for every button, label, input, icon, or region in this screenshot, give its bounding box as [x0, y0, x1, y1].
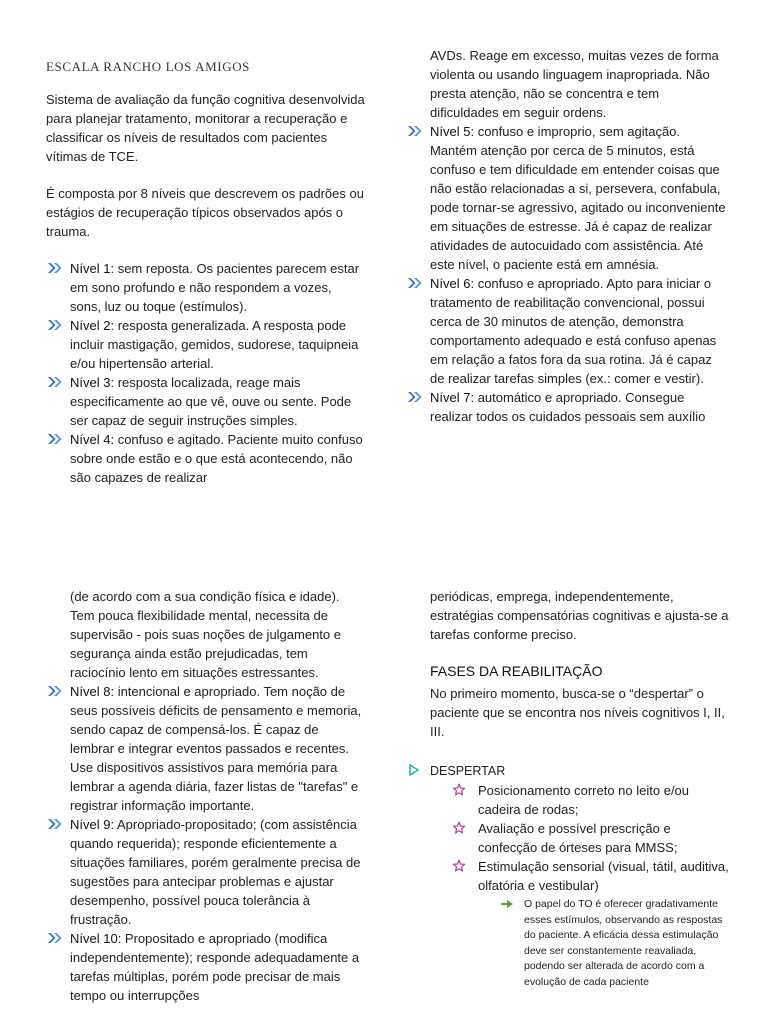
- chevron-bullet-icon: [406, 391, 424, 403]
- phase-activity-item: [450, 857, 730, 895]
- level-item: [46, 682, 366, 815]
- chevron-bullet-icon: [406, 125, 424, 137]
- page1-left-column: [46, 57, 366, 487]
- level-item: [46, 815, 366, 929]
- phase-despertar: [406, 761, 730, 781]
- level-label: Nível 2:: [70, 318, 115, 333]
- therapist-note: [500, 897, 730, 991]
- level-label: Nível 6:: [430, 276, 475, 291]
- level-description: Propositado e apropriado (modifica independentemente); responde adequadamente a tarefas múltiplas, porém pode precisar de mais tempo ou interrupções: [70, 931, 360, 1003]
- level-list: [406, 122, 726, 426]
- star-bullet-icon: [452, 783, 466, 797]
- level-item: [46, 373, 366, 430]
- level-label: Nível 5:: [430, 124, 475, 139]
- star-bullet-icon: [452, 821, 466, 835]
- phase-activity-item: [450, 781, 730, 819]
- phases-intro: No primeiro momento, busca-se o “despertar” o paciente que se encontra nos níveis cognitivos I, II, III.: [430, 686, 725, 739]
- level-label: Nível 8:: [70, 684, 115, 699]
- level-description: confuso e improprio, sem agitação. Mantém atenção por cerca de 5 minutos, está confuso e tem dificuldade em entender coisas que não estão relacionadas a si, persevera, confabula, pode tornar-se agressivo, agitado ou inconveniente em situações de estresse. Já é capaz de realizar atividades de autocuidado com assistência. Até este nível, o paciente está em amnésia.: [430, 124, 726, 272]
- note-text: O papel do TO é oferecer gradativamente esses estímulos, observando as respostas do paciente. A eficácia dessa estimulação deve ser constantemente reavaliada, podendo ser alterada de acordo com a evolução de cada paciente: [524, 898, 723, 988]
- phase-activity-text: Avaliação e possível prescrição e confecção de órteses para MMSS;: [478, 821, 678, 855]
- arrow-bullet-icon: [500, 899, 514, 909]
- level-4-continuation: AVDs. Reage em excesso, muitas vezes de forma violenta ou usando linguagem inapropriada. Não presta atenção, não se concentra e tem dificuldades em seguir ordens.: [430, 48, 719, 120]
- phase-label: DESPERTAR: [430, 764, 506, 778]
- chevron-bullet-icon: [46, 376, 64, 388]
- level-label: Nível 1:: [70, 261, 115, 276]
- chevron-bullet-icon: [46, 685, 64, 697]
- level-10-continuation: periódicas, emprega, independentemente, estratégias compensatórias cognitivas e ajusta-se a tarefas conforme preciso.: [430, 589, 729, 642]
- level-item: [406, 274, 726, 388]
- phase-activity-item: [450, 819, 730, 857]
- page1-right-column: [406, 46, 726, 426]
- triangle-bullet-icon: [408, 764, 420, 776]
- chevron-bullet-icon: [46, 262, 64, 274]
- level-item: [406, 388, 726, 426]
- chevron-bullet-icon: [46, 319, 64, 331]
- level-description: intencional e apropriado. Tem noção de seus possíveis déficits de pensamento e memoria, sendo capaz de compensá-los. É capaz de lembrar e integrar eventos passados e recentes. Use dispositivos assistivos para memória para lembrar a agenda diária, fazer listas de "tarefas" e registrar informação importante.: [70, 684, 362, 813]
- level-label: Nível 9:: [70, 817, 115, 832]
- intro-paragraph: Sistema de avaliação da função cognitiva desenvolvida para planejar tratamento, monitorar a recuperação e classificar os níveis de resultados com pacientes vítimas de TCE.: [46, 92, 365, 164]
- level-7-continuation: (de acordo com a sua condição física e idade). Tem pouca flexibilidade mental, necessita de supervisão - pois suas noções de julgamento e segurança ainda estão prejudicadas, tem raciocínio lento em situações estressantes.: [70, 589, 341, 680]
- level-description: confuso e agitado. Paciente muito confuso sobre onde estão e o que está acontecendo, não são capazes de realizar: [70, 432, 363, 485]
- chevron-bullet-icon: [46, 818, 64, 830]
- level-item: [46, 929, 366, 1005]
- level-description: resposta generalizada. A resposta pode incluir mastigação, gemidos, sudorese, taquipneia e/ou hipertensão arterial.: [70, 318, 359, 371]
- chevron-bullet-icon: [46, 433, 64, 445]
- chevron-bullet-icon: [46, 932, 64, 944]
- level-label: Nível 3:: [70, 375, 115, 390]
- level-item: [46, 430, 366, 487]
- level-item: [46, 259, 366, 316]
- level-list: [46, 259, 366, 487]
- phase-activity-text: Estimulação sensorial (visual, tátil, auditiva, olfatória e vestibular): [478, 859, 729, 893]
- level-item: [406, 122, 726, 274]
- level-label: Nível 4:: [70, 432, 115, 447]
- level-label: Nível 10:: [70, 931, 122, 946]
- page2-left-column: [46, 587, 366, 1005]
- level-description: confuso e apropriado. Apto para iniciar o tratamento de reabilitação convencional, possui cerca de 30 minutos de atenção, demonstra comportamento adequado e está confuso apenas em relação a fatos fora da sua rotina. Já é capaz de realizar tarefas simples (ex.: comer e vestir).: [430, 276, 717, 386]
- level-description: automático e apropriado. Consegue realizar todos os cuidados pessoais sem auxílio: [430, 390, 706, 424]
- level-item: [46, 316, 366, 373]
- document-title: ESCALA RANCHO LOS AMIGOS: [46, 59, 251, 74]
- star-bullet-icon: [452, 859, 466, 873]
- page2-right-column: [430, 587, 730, 991]
- level-description: sem reposta. Os pacientes parecem estar em sono profundo e não respondem a vozes, sons, luz ou toque (estímulos).: [70, 261, 360, 314]
- phases-heading: FASES DA REABILITAÇÃO: [430, 663, 603, 679]
- levels-description: É composta por 8 níveis que descrevem os padrões ou estágios de recuperação típicos observados após o trauma.: [46, 186, 364, 239]
- level-label: Nível 7:: [430, 390, 475, 405]
- level-description: Apropriado-propositado; (com assistência quando requerida); responde eficientemente a situações familiares, porém geralmente precisa de sugestões para antecipar problemas e ajustar desempenho, possível pouca tolerância à frustração.: [70, 817, 361, 927]
- chevron-bullet-icon: [406, 277, 424, 289]
- level-list: [46, 682, 366, 1005]
- level-description: resposta localizada, reage mais especificamente ao que vê, ouve ou sente. Pode ser capaz de seguir instruções simples.: [70, 375, 352, 428]
- phase-item-list: [406, 781, 730, 895]
- phase-activity-text: Posicionamento correto no leito e/ou cadeira de rodas;: [478, 783, 690, 817]
